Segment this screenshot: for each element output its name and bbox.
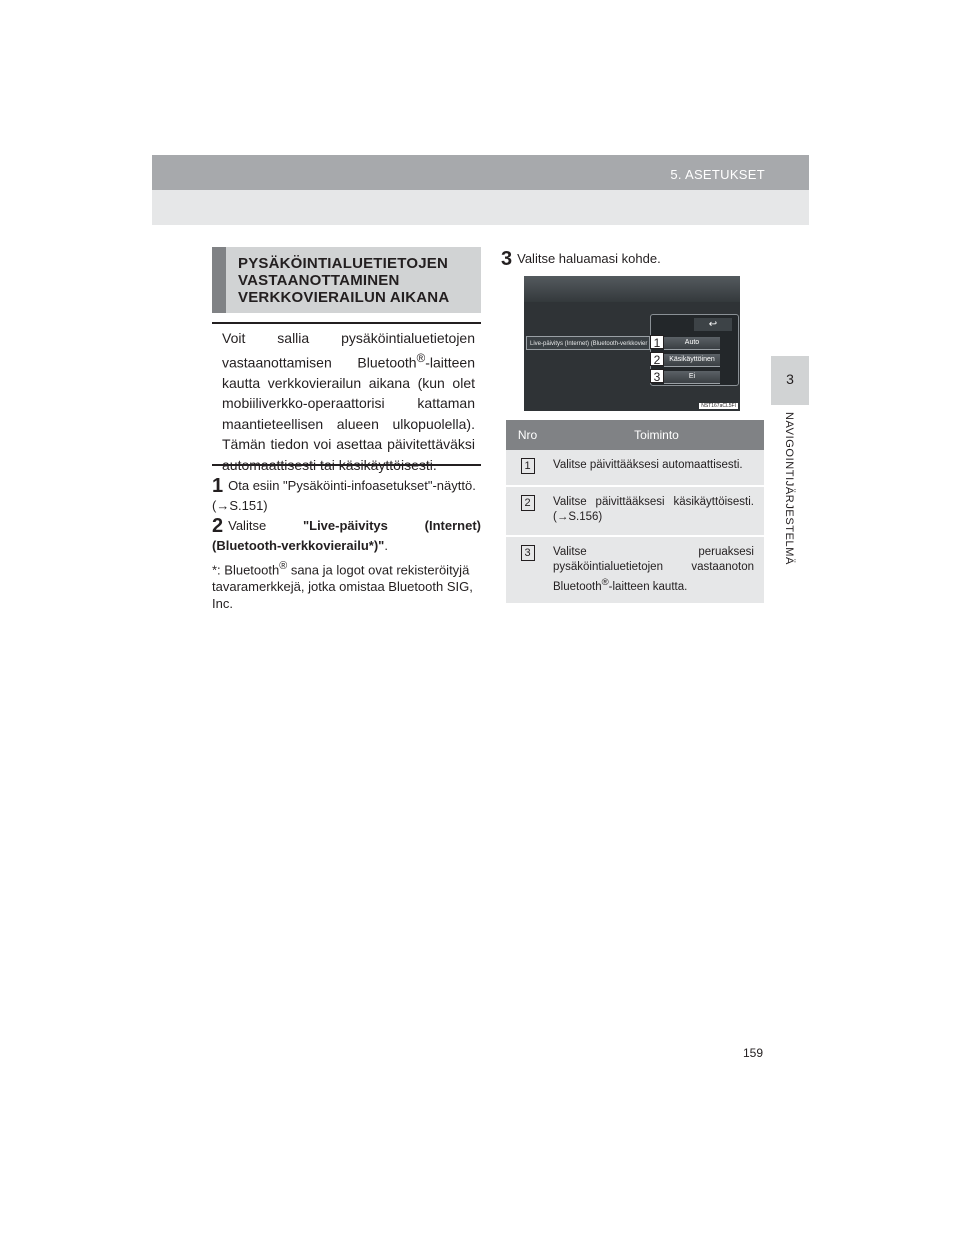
header-bar [152, 155, 809, 190]
image-code: NST167aCL5FI [701, 403, 736, 409]
back-icon[interactable]: ↩ [694, 318, 732, 331]
header-subbar [152, 190, 809, 225]
section-heading: PYSÄKÖINTIALUETIETOJEN VASTAANOTTAMINEN VERKKOVIERAILUN AIKANA [238, 255, 450, 306]
option-manual-button[interactable]: Käsikäyttöinen [664, 354, 720, 367]
callout-2: 2 [650, 352, 664, 366]
callout-3: 3 [650, 369, 664, 383]
step-option-name: "Live-päivitys (Internet) (Bluetooth-verkkovierailu*)" [212, 518, 481, 553]
step-1 [212, 476, 481, 515]
info-box [212, 322, 481, 473]
page-number: 159 [743, 1046, 764, 1060]
row-description: Valitse päivittääksesi automaattisesti. [549, 450, 764, 486]
column-header-function: Toiminto [549, 420, 764, 450]
column-header-number: Nro [506, 420, 549, 450]
section-box-title [212, 247, 481, 313]
row-description: Valitse päivittääksesi käsikäyttöisesti. (→S.156) [549, 486, 764, 536]
row-description: Valitse peruaksesi pysäköintialuetietojen vastaanoton Bluetooth®-laitteen kautta. [549, 536, 764, 604]
footnote: *: Bluetooth® sana ja logot ovat rekisteröityjä tavaramerkkejä, jotka omistaa Bluetooth SIG, Inc. [212, 560, 473, 612]
section-title: 5. ASETUKSET [670, 167, 765, 182]
table-row [506, 450, 764, 486]
option-off-button[interactable]: Ei [664, 371, 720, 384]
screen-illustration [524, 276, 740, 411]
step-text: Ota esiin "Pysäköinti-infoasetukset"-näyttö. (→S.151) [212, 478, 476, 513]
step-text: Valitse haluamasi kohde. [517, 251, 661, 266]
options-table [506, 420, 764, 605]
step-number: 3 [501, 248, 513, 270]
table-header-row [506, 420, 764, 450]
chapter-tab [771, 356, 809, 405]
step-2: 2 Valitse "Live-päivitys (Internet) (Bluetooth-verkkovierailu*)". [212, 515, 481, 553]
chapter-number: 3 [786, 371, 794, 387]
live-update-row[interactable]: Live-päivitys (Internet) (Bluetooth-verkkovier [526, 336, 650, 350]
step-number: 1 [212, 475, 224, 497]
option-auto-button[interactable]: Auto [664, 337, 720, 350]
table-row [506, 536, 764, 604]
row-number-box: 2 [521, 495, 535, 511]
info-text: Voit sallia pysäköintialuetietojen vastaanottamisen Bluetooth®-laitteen kautta verkkovierailun aikana (kun olet mobiiliverkko-operaattorisi kattaman maantieteellisen alueen ulkopuolella). Tämän tiedon voi asettaa päivitettäväksi automaattisesti tai käsikäyttöisesti. [222, 330, 475, 473]
callout-1: 1 [650, 335, 664, 349]
chapter-label: NAVIGOINTIJÄRJESTELMÄ [783, 412, 795, 565]
row-number-box: 3 [521, 545, 535, 561]
table-row [506, 486, 764, 536]
step-number: 2 [212, 515, 224, 537]
title-accent-bar [212, 247, 226, 313]
screen-header-area [524, 276, 740, 302]
step-3 [501, 249, 764, 269]
row-number-box: 1 [521, 458, 535, 474]
